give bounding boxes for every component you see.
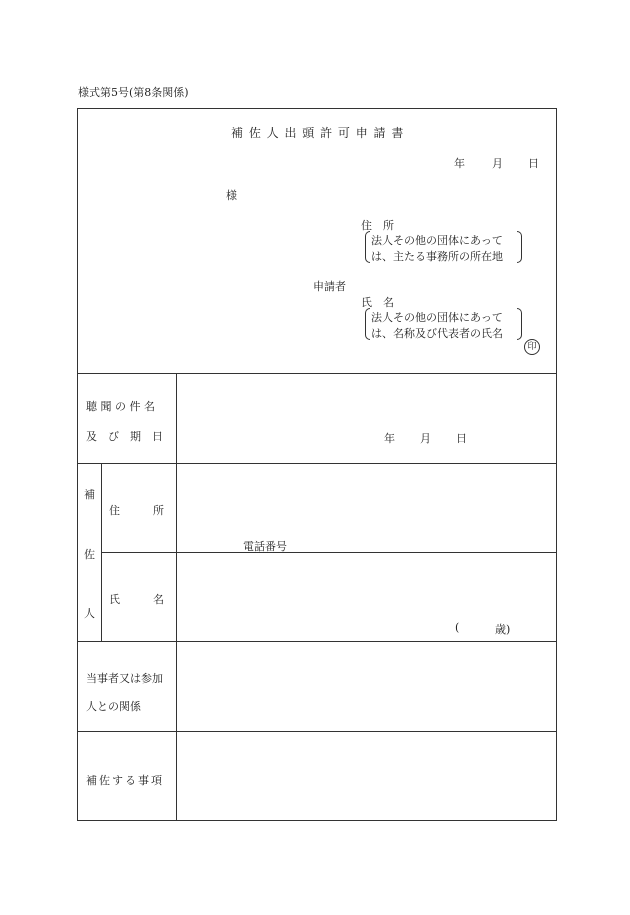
address-note-open-bracket xyxy=(365,231,370,263)
column-divider xyxy=(176,373,177,820)
relation-label-line2: 人との関係 xyxy=(86,700,141,713)
name-note-line1: 法人その他の団体にあって xyxy=(371,311,503,324)
divider-assistant xyxy=(77,641,556,642)
divider-hearing xyxy=(77,463,556,464)
assistant-name-label: 氏 名 xyxy=(109,593,164,606)
name-note-close-bracket xyxy=(517,308,522,340)
applicant-name-label: 氏 名 xyxy=(361,296,394,309)
relation-label-line1: 当事者又は参加 xyxy=(86,672,163,685)
name-note-open-bracket xyxy=(365,308,370,340)
date-year: 年 xyxy=(454,157,465,170)
matters-label: 補佐する事項 xyxy=(86,774,164,787)
form-frame xyxy=(77,108,557,821)
divider-assistant-inner xyxy=(101,552,556,553)
hearing-date-year: 年 xyxy=(384,432,395,445)
assistant-side-char-2: 佐 xyxy=(84,548,95,561)
age-label: 歳) xyxy=(495,623,511,636)
age-open-paren: ( xyxy=(455,621,460,634)
hearing-label-line2: 及 び 期 日 xyxy=(86,430,163,443)
assistant-side-char-1: 補 xyxy=(84,488,95,501)
hearing-date-month: 月 xyxy=(420,432,431,445)
divider-relation xyxy=(77,731,556,732)
hearing-date-day: 日 xyxy=(456,432,467,445)
addressee-suffix: 様 xyxy=(226,189,237,202)
address-note-line1: 法人その他の団体にあって xyxy=(371,234,503,247)
date-day: 日 xyxy=(528,157,539,170)
divider-header xyxy=(77,373,556,374)
assistant-address-label: 住 所 xyxy=(109,504,164,517)
phone-number-label: 電話番号 xyxy=(243,540,287,553)
date-month: 月 xyxy=(492,157,503,170)
address-note-line2: は、主たる事務所の所在地 xyxy=(371,250,503,263)
form-number: 様式第5号(第8条関係) xyxy=(78,86,189,99)
seal-mark: 印 xyxy=(524,339,540,355)
form-title: 補 佐 人 出 頭 許 可 申 請 書 xyxy=(231,126,405,140)
assistant-side-divider xyxy=(101,463,102,641)
name-note-line2: は、名称及び代表者の氏名 xyxy=(371,327,503,340)
assistant-side-char-3: 人 xyxy=(84,607,95,620)
address-note-close-bracket xyxy=(517,231,522,263)
applicant-address-label: 住 所 xyxy=(361,219,394,232)
applicant-label: 申請者 xyxy=(313,280,346,293)
hearing-label-line1: 聴 聞 の 件 名 xyxy=(86,400,155,413)
